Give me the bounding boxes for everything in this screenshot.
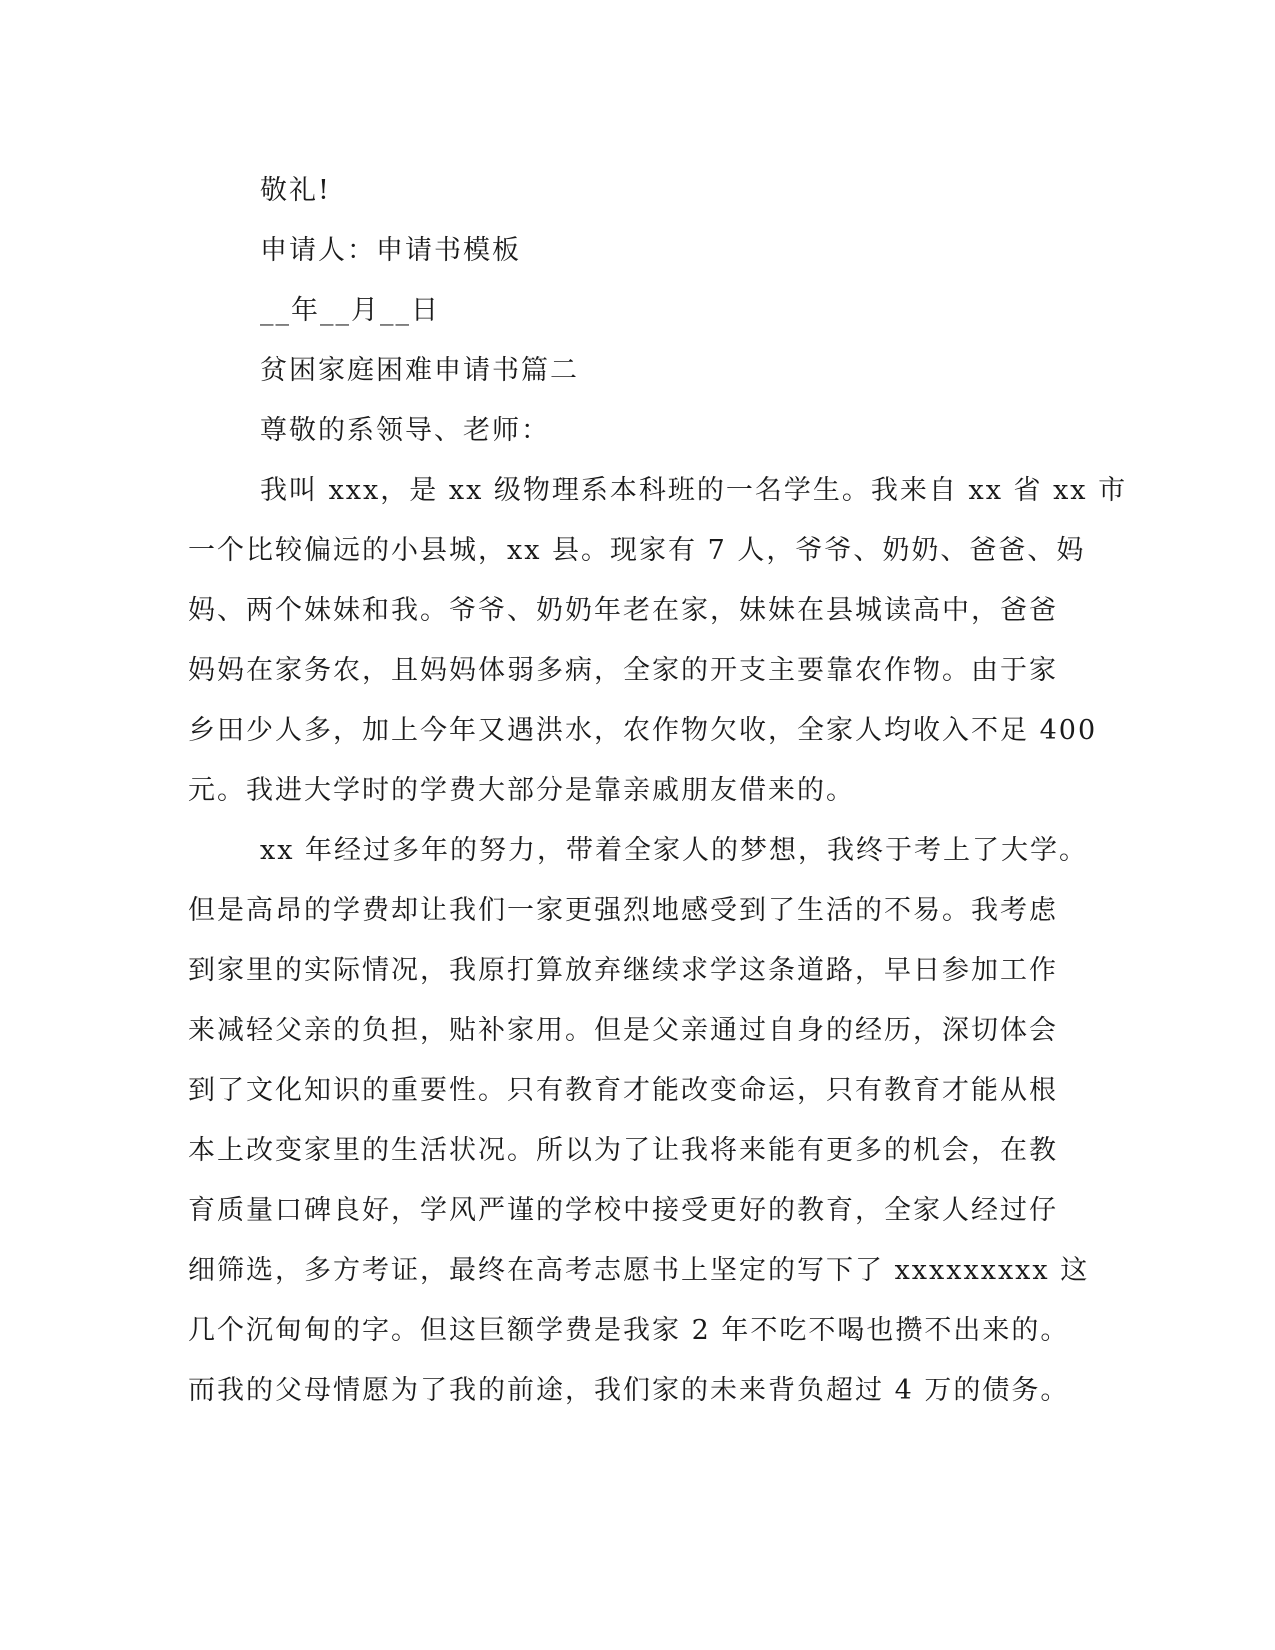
paragraph-line: 乡田少人多，加上今年又遇洪水，农作物欠收，全家人均收入不足 400 [188,715,1098,746]
document-body [188,161,1128,1421]
paragraph-line: 一个比较偏远的小县城，xx 县。现家有 7 人，爷爷、奶奶、爸爸、妈 [188,535,1086,566]
paragraph-line: 本上改变家里的生活状况。所以为了让我将来能有更多的机会，在教 [188,1135,1058,1166]
salutation-line: 尊敬的系领导、老师： [260,415,550,446]
paragraph-line: 妈、两个妹妹和我。爷爷、奶奶年老在家，妹妹在县城读高中，爸爸 [188,595,1058,626]
paragraph-line: 来减轻父亲的负担，贴补家用。但是父亲通过自身的经历，深切体会 [188,1015,1058,1046]
paragraph-1 [188,461,1128,821]
paragraph-line: 几个沉甸甸的字。但这巨额学费是我家 2 年不吃不喝也攒不出来的。 [188,1315,1070,1346]
applicant-line: 申请人：申请书模板 [260,235,521,266]
paragraph-line: 到家里的实际情况，我原打算放弃继续求学这条道路，早日参加工作 [188,955,1058,986]
paragraph-line: xx 年经过多年的努力，带着全家人的梦想，我终于考上了大学。 [260,835,1089,866]
date-line: __年__月__日 [260,295,440,326]
closing-line: 敬礼! [260,175,331,206]
paragraph-line: 细筛选，多方考证，最终在高考志愿书上坚定的写下了 xxxxxxxxx 这 [188,1255,1090,1286]
paragraph-line: 但是高昂的学费却让我们一家更强烈地感受到了生活的不易。我考虑 [188,895,1058,926]
paragraph-line: 我叫 xxx，是 xx 级物理系本科班的一名学生。我来自 xx 省 xx 市 [260,475,1128,506]
paragraph-line: 妈妈在家务农，且妈妈体弱多病，全家的开支主要靠农作物。由于家 [188,655,1058,686]
paragraph-line: 元。我进大学时的学费大部分是靠亲戚朋友借来的。 [188,775,855,806]
paragraph-line: 而我的父母情愿为了我的前途，我们家的未来背负超过 4 万的债务。 [188,1375,1070,1406]
paragraph-2 [188,821,1090,1421]
section-title: 贫困家庭困难申请书篇二 [260,355,579,386]
paragraph-line: 育质量口碑良好，学风严谨的学校中接受更好的教育，全家人经过仔 [188,1195,1058,1226]
paragraph-line: 到了文化知识的重要性。只有教育才能改变命运，只有教育才能从根 [188,1075,1058,1106]
